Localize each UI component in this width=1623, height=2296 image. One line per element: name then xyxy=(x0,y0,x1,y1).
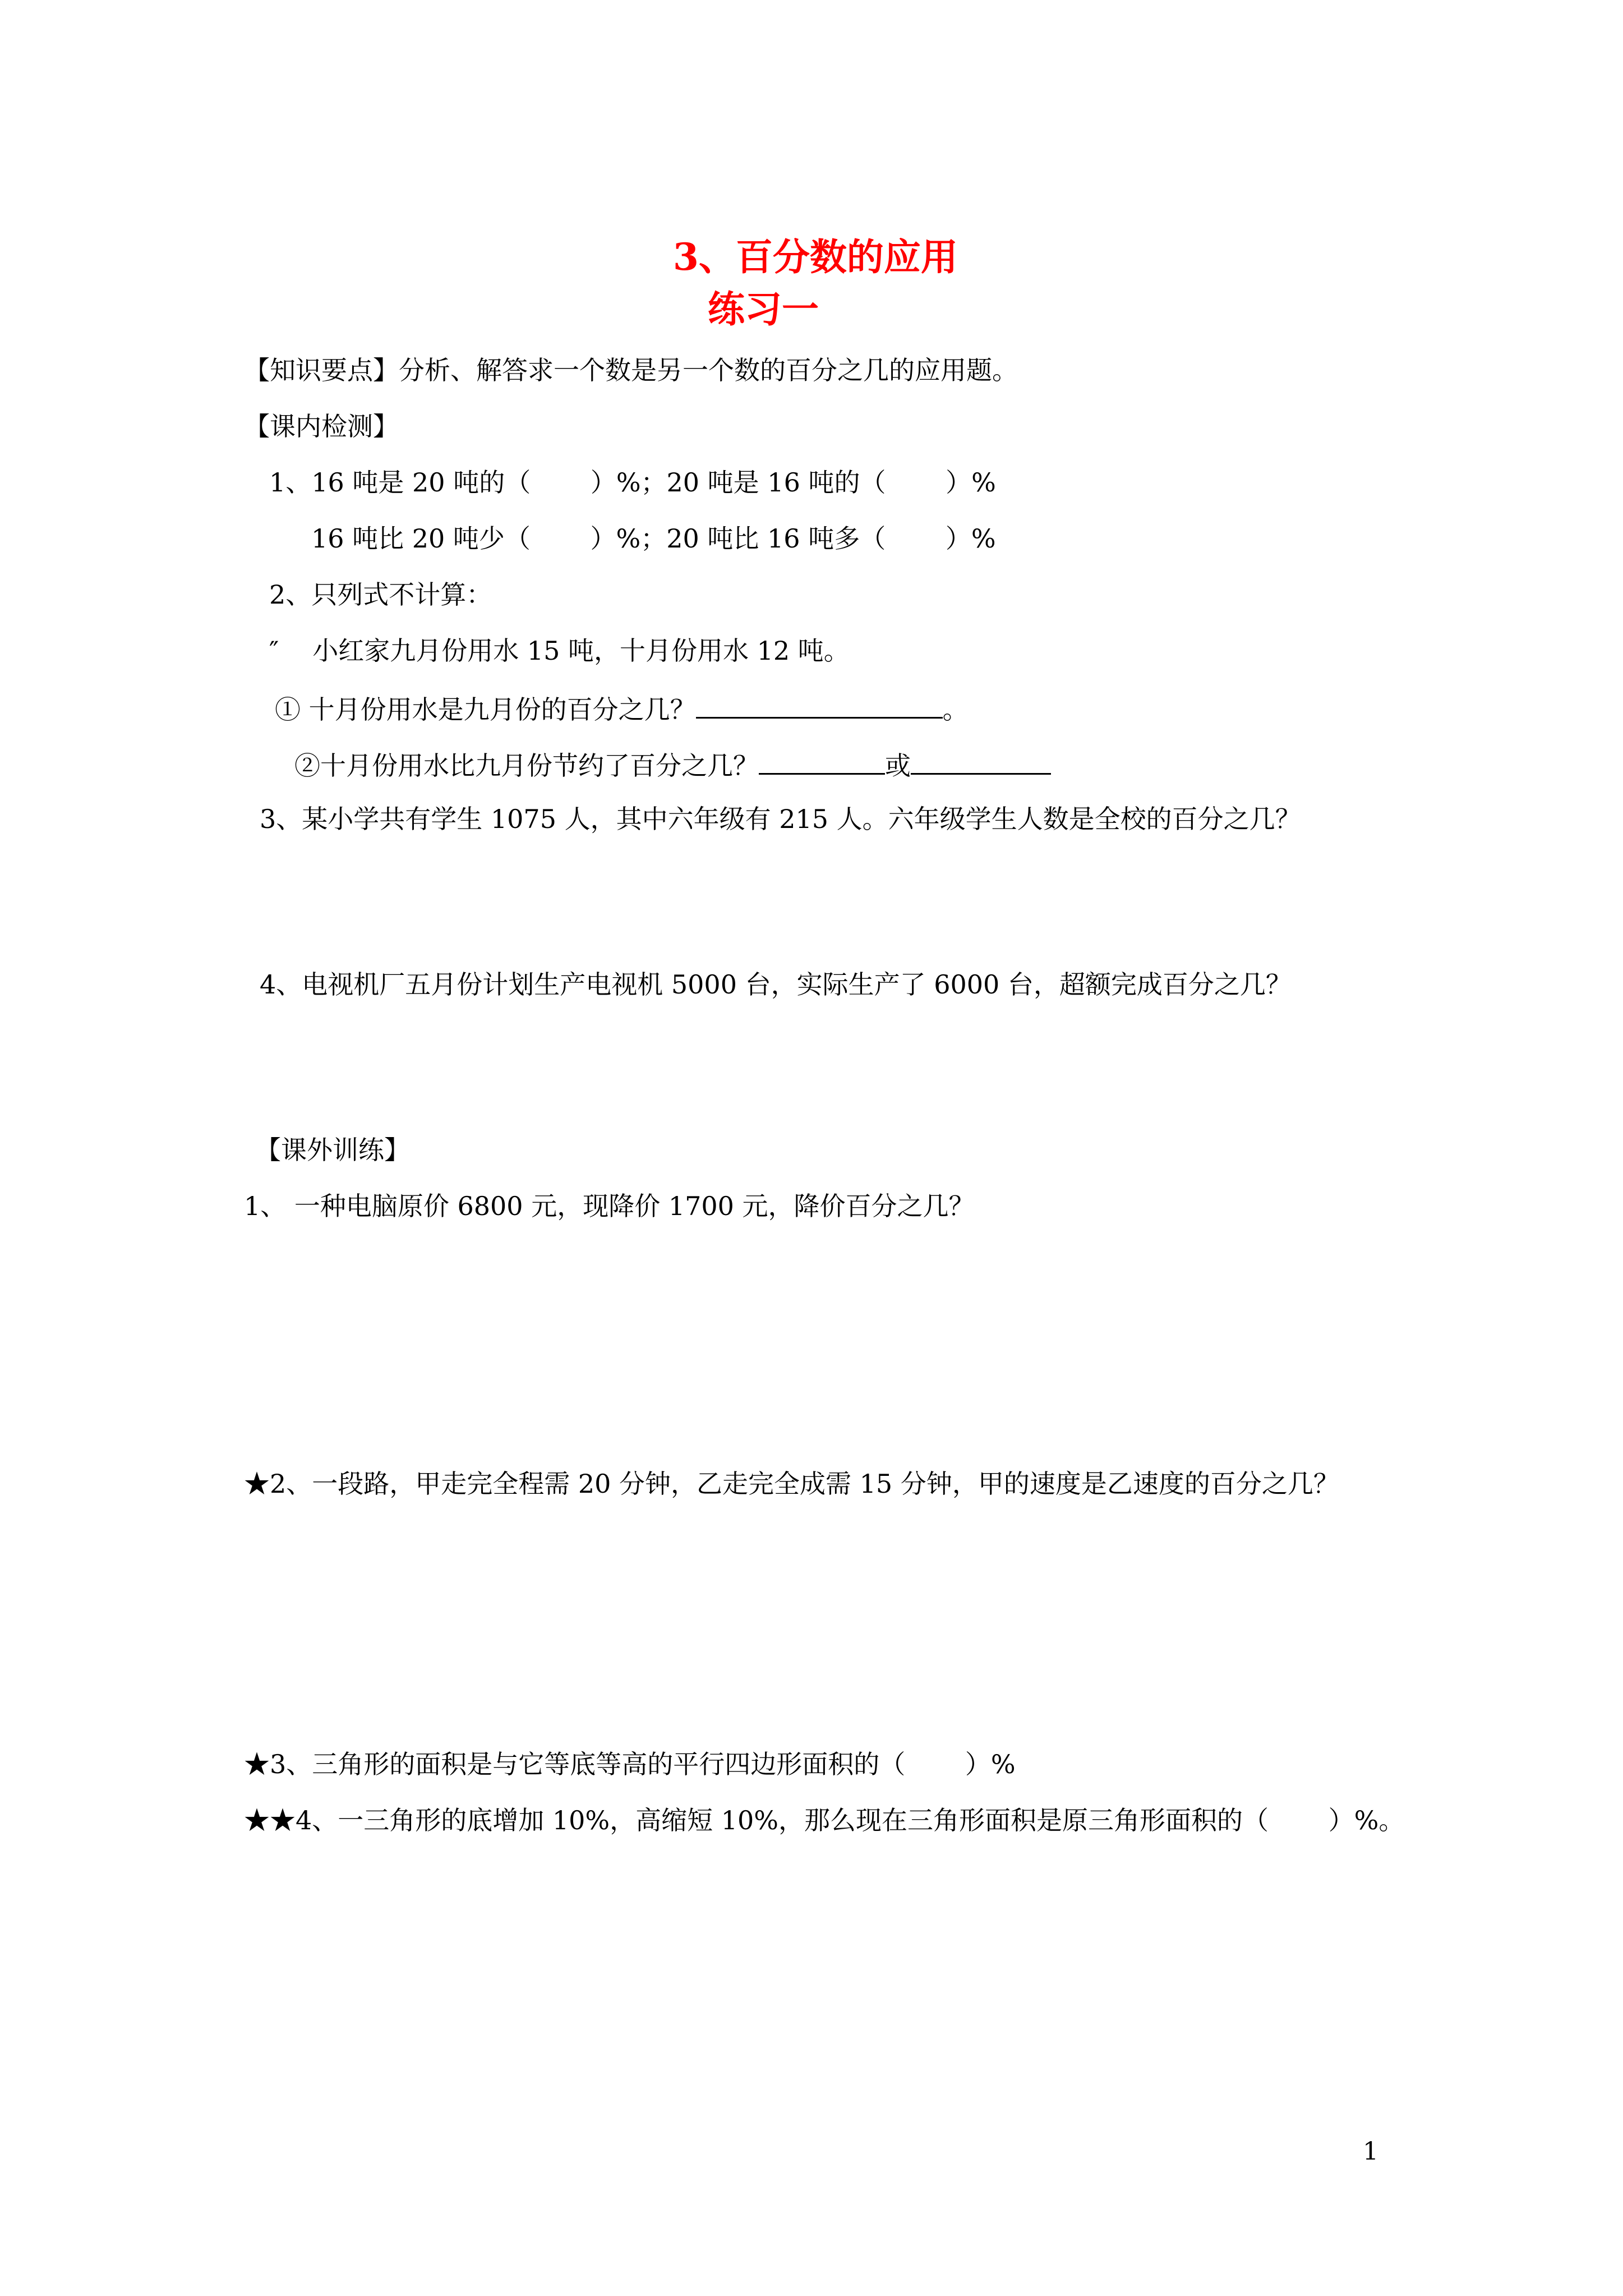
inclass-q2-context-line xyxy=(269,634,850,668)
inclass-q1-line1: 1、16 吨是 20 吨的（ ）%；20 吨是 16 吨的（ ）% xyxy=(269,467,996,498)
knowledge-points xyxy=(244,353,1018,387)
afterclass-q1: 1、 一种电脑原价 6800 元，现降价 1700 元，降价百分之几？ xyxy=(244,1191,975,1221)
afterclass-q3: ★3、三角形的面积是与它等底等高的平行四边形面积的（ ）% xyxy=(244,1749,1016,1779)
inclass-q4: 4、电视机厂五月份计划生产电视机 5000 台，实际生产了 6000 台，超额完成百分之几？ xyxy=(260,969,1292,1000)
afterclass-q4: ★★4、一三角形的底增加 10%，高缩短 10%，那么现在三角形面积是原三角形面积的（ ）%。 xyxy=(244,1805,1405,1835)
inclass-q2-title: 2、只列式不计算： xyxy=(269,579,492,610)
inclass-q1-line2: 16 吨比 20 吨少（ ）%；20 吨比 16 吨多（ ）% xyxy=(311,523,996,554)
knowledge-heading: 【知识要点】 xyxy=(244,355,399,385)
page-title: 3、百分数的应用 xyxy=(673,235,958,279)
answer-blank[interactable] xyxy=(759,746,885,775)
answer-blank[interactable] xyxy=(696,690,943,719)
inclass-q3: 3、某小学共有学生 1075 人，其中六年级有 215 人。六年级学生人数是全校的百分之几？ xyxy=(260,804,1301,834)
inclass-q2-a-line xyxy=(275,690,969,726)
afterclass-q2: ★2、一段路，甲走完全程需 20 分钟，乙走完全成需 15 分钟，甲的速度是乙速度的百分之几？ xyxy=(244,1469,1339,1499)
inclass-q2-a: ① 十月份用水是九月份的百分之几？ xyxy=(275,694,696,725)
knowledge-text: 分析、解答求一个数是另一个数的百分之几的应用题。 xyxy=(399,355,1018,385)
page-subtitle: 练习一 xyxy=(708,287,819,331)
inclass-q2-b: ②十月份用水比九月份节约了百分之几？ xyxy=(294,751,759,781)
inclass-q2-b-or: 或 xyxy=(885,751,911,781)
afterclass-heading: 【课外训练】 xyxy=(255,1135,410,1165)
inclass-heading: 【课内检测】 xyxy=(244,411,399,441)
page-number: 1 xyxy=(1363,2137,1378,2166)
inclass-q2-context: 小红家九月份用水 15 吨，十月份用水 12 吨。 xyxy=(312,636,850,666)
inclass-q2-a-end: 。 xyxy=(942,694,969,725)
answer-blank[interactable] xyxy=(911,746,1051,775)
inclass-q2-b-line xyxy=(294,746,1051,783)
ditto-mark: ″ xyxy=(269,636,279,666)
